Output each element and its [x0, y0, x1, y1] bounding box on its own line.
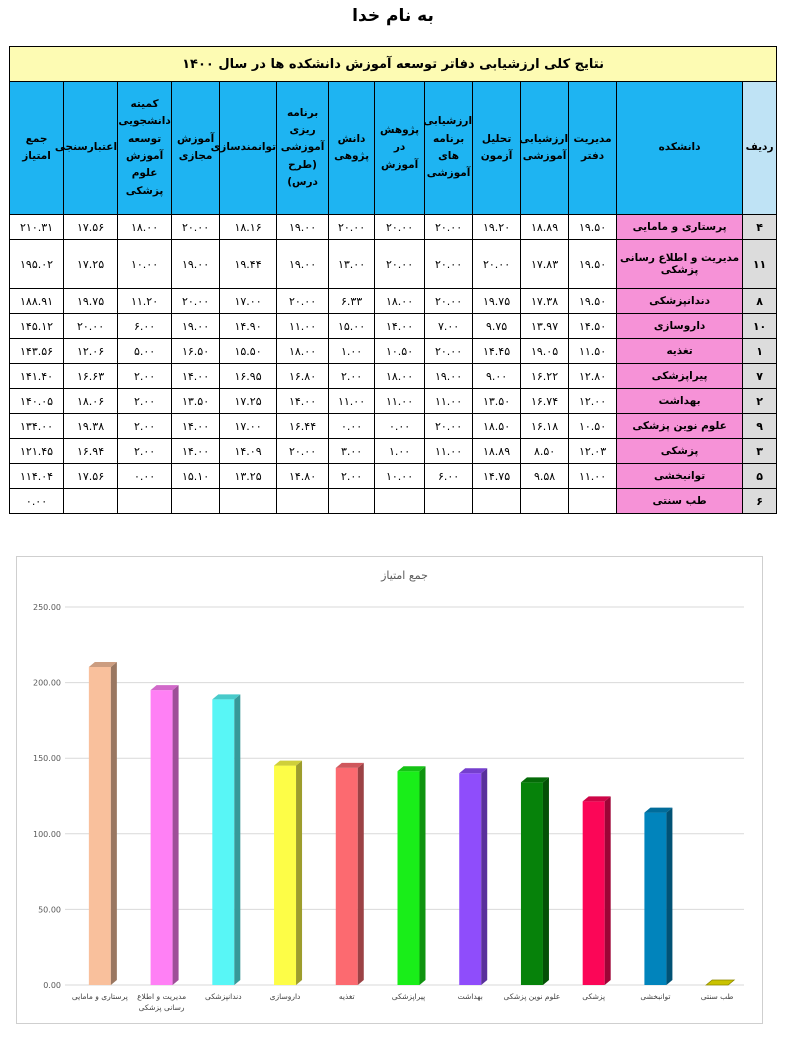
score-cell: ۱.۰۰ — [375, 439, 425, 464]
score-cell: ۲۰.۰۰ — [473, 240, 521, 289]
faculty-name-cell: داروسازی — [617, 314, 743, 339]
score-cell: ۲.۰۰ — [118, 389, 172, 414]
y-tick-label: 150.00 — [33, 754, 61, 764]
score-cell: ۱۸.۵۰ — [473, 414, 521, 439]
table-row — [10, 489, 777, 514]
score-cell: ۱۲.۰۰ — [569, 389, 617, 414]
faculty-name-cell: پیراپزشکی — [617, 364, 743, 389]
x-category-label: رسانی پزشکی — [138, 1003, 185, 1012]
score-cell: ۱۴۱.۴۰ — [10, 364, 64, 389]
score-cell — [277, 489, 329, 514]
score-cell: ۱۷.۳۸ — [521, 289, 569, 314]
score-cell: ۱۷.۵۶ — [64, 464, 118, 489]
score-cell: ۱۳.۹۷ — [521, 314, 569, 339]
y-tick-label: 100.00 — [33, 829, 61, 839]
score-cell: ۱۶.۸۰ — [277, 364, 329, 389]
score-cell: ۱۷.۲۵ — [220, 389, 277, 414]
row-number-cell: ۸ — [743, 289, 777, 314]
score-cell: ۲۰.۰۰ — [172, 215, 220, 240]
score-cell: ۲.۰۰ — [118, 439, 172, 464]
score-cell: ۵.۰۰ — [118, 339, 172, 364]
score-cell: ۱۷.۰۰ — [220, 289, 277, 314]
bar-side — [605, 796, 611, 985]
score-cell — [521, 489, 569, 514]
score-cell: ۱۱.۰۰ — [569, 464, 617, 489]
score-cell: ۱۶.۵۰ — [172, 339, 220, 364]
bar-side — [173, 685, 179, 985]
score-cell: ۱۴.۹۰ — [220, 314, 277, 339]
bar — [521, 782, 543, 985]
column-header: توانمندسازی — [220, 82, 277, 215]
table-header-row — [10, 82, 777, 215]
score-cell: ۱۵.۰۰ — [329, 314, 375, 339]
score-cell: ۲۰.۰۰ — [329, 215, 375, 240]
table-row — [10, 339, 777, 364]
column-header: ردیف — [743, 82, 777, 215]
score-cell: ۶.۰۰ — [118, 314, 172, 339]
score-cell: ۱۳.۰۰ — [329, 240, 375, 289]
score-cell: ۱۲۱.۴۵ — [10, 439, 64, 464]
score-cell — [172, 489, 220, 514]
faculty-name-cell: پرستاری و مامایی — [617, 215, 743, 240]
bar — [459, 773, 481, 985]
bar-side — [234, 694, 240, 985]
score-cell: ۱۹.۳۸ — [64, 414, 118, 439]
column-header: ارزشیابی برنامه های آموزشی — [425, 82, 473, 215]
x-category-label: پزشکی — [582, 992, 606, 1001]
score-cell: ۱۷.۸۳ — [521, 240, 569, 289]
score-cell: ۱۱.۵۰ — [569, 339, 617, 364]
score-cell: ۹.۵۸ — [521, 464, 569, 489]
score-cell: ۱۴۳.۵۶ — [10, 339, 64, 364]
table-row — [10, 414, 777, 439]
score-cell: ۶.۳۳ — [329, 289, 375, 314]
score-cell: ۷.۰۰ — [425, 314, 473, 339]
results-table-container — [9, 46, 776, 514]
score-cell: ۱۴.۸۰ — [277, 464, 329, 489]
bar — [212, 699, 234, 985]
score-cell: ۱۹.۰۵ — [521, 339, 569, 364]
column-header: دانشکده — [617, 82, 743, 215]
score-cell: ۱۴.۰۰ — [277, 389, 329, 414]
table-row — [10, 289, 777, 314]
score-cell: ۱۰.۰۰ — [375, 464, 425, 489]
score-cell: ۱۲.۰۳ — [569, 439, 617, 464]
score-cell: ۲۰.۰۰ — [375, 240, 425, 289]
score-cell: ۱۱.۰۰ — [277, 314, 329, 339]
score-cell: ۱۸.۱۶ — [220, 215, 277, 240]
faculty-name-cell: توانبخشی — [617, 464, 743, 489]
column-header: پژوهش در آموزش — [375, 82, 425, 215]
score-cell: ۸.۵۰ — [521, 439, 569, 464]
score-cell: ۱۹.۲۰ — [473, 215, 521, 240]
table-row — [10, 464, 777, 489]
row-number-cell: ۷ — [743, 364, 777, 389]
score-cell: ۱۹.۵۰ — [569, 240, 617, 289]
score-cell: ۱۹۵.۰۲ — [10, 240, 64, 289]
faculty-name-cell: مدیریت و اطلاع رسانی پزشکی — [617, 240, 743, 289]
score-cell: ۲۰.۰۰ — [172, 289, 220, 314]
score-cell: ۱۹.۰۰ — [277, 215, 329, 240]
x-category-label: مدیریت و اطلاع — [137, 992, 187, 1001]
y-tick-label: 50.00 — [38, 905, 61, 915]
score-cell: ۱۶.۲۲ — [521, 364, 569, 389]
score-cell: ۱۸.۰۰ — [118, 215, 172, 240]
x-category-label: تغذیه — [338, 992, 355, 1001]
score-cell: ۱۶.۷۴ — [521, 389, 569, 414]
row-number-cell: ۶ — [743, 489, 777, 514]
score-cell: ۲۱۰.۳۱ — [10, 215, 64, 240]
row-number-cell: ۴ — [743, 215, 777, 240]
score-cell: ۱۹.۵۰ — [569, 289, 617, 314]
score-cell: ۱۰.۵۰ — [375, 339, 425, 364]
bar-side — [666, 808, 672, 985]
score-cell: ۱۴۵.۱۲ — [10, 314, 64, 339]
score-cell: ۱۴.۷۵ — [473, 464, 521, 489]
score-cell: ۱۶.۹۵ — [220, 364, 277, 389]
bar — [644, 813, 666, 985]
score-cell: ۱۹.۰۰ — [172, 314, 220, 339]
score-cell: ۰.۰۰ — [10, 489, 64, 514]
score-cell: ۱۵.۱۰ — [172, 464, 220, 489]
score-cell: ۲۰.۰۰ — [425, 339, 473, 364]
score-cell: ۲۰.۰۰ — [425, 289, 473, 314]
score-cell: ۱۹.۰۰ — [425, 364, 473, 389]
row-number-cell: ۱ — [743, 339, 777, 364]
score-cell: ۲.۰۰ — [118, 364, 172, 389]
score-cell: ۰.۰۰ — [375, 414, 425, 439]
table-row — [10, 240, 777, 289]
column-header: اعتبارسنجی — [64, 82, 118, 215]
score-cell: ۱۳۴.۰۰ — [10, 414, 64, 439]
score-cell: ۱۱.۰۰ — [425, 439, 473, 464]
score-cell: ۱۶.۴۴ — [277, 414, 329, 439]
bar — [336, 768, 358, 985]
score-cell — [329, 489, 375, 514]
score-cell: ۲.۰۰ — [329, 464, 375, 489]
table-body — [10, 215, 777, 514]
score-cell: ۱۳.۵۰ — [473, 389, 521, 414]
score-cell: ۲.۰۰ — [118, 414, 172, 439]
bar — [583, 801, 605, 985]
x-category-label: پیراپزشکی — [391, 992, 426, 1001]
column-header: تحلیل آزمون — [473, 82, 521, 215]
score-cell: ۱۹.۵۰ — [569, 215, 617, 240]
column-header: مدیریت دفتر — [569, 82, 617, 215]
faculty-name-cell: دندانپزشکی — [617, 289, 743, 314]
score-cell — [64, 489, 118, 514]
score-cell: ۱۹.۷۵ — [473, 289, 521, 314]
score-cell: ۱۱.۰۰ — [425, 389, 473, 414]
row-number-cell: ۱۰ — [743, 314, 777, 339]
score-cell: ۲۰.۰۰ — [277, 439, 329, 464]
score-cell: ۱۱۴.۰۴ — [10, 464, 64, 489]
score-cell: ۱۶.۶۳ — [64, 364, 118, 389]
score-cell: ۱۴۰.۰۵ — [10, 389, 64, 414]
faculty-name-cell: بهداشت — [617, 389, 743, 414]
score-cell: ۱۵.۵۰ — [220, 339, 277, 364]
row-number-cell: ۵ — [743, 464, 777, 489]
score-cell: ۱۷.۵۶ — [64, 215, 118, 240]
score-cell: ۹.۰۰ — [473, 364, 521, 389]
score-cell: ۲۰.۰۰ — [425, 414, 473, 439]
score-cell: ۲۰.۰۰ — [425, 240, 473, 289]
score-cell: ۱۹.۷۵ — [64, 289, 118, 314]
faculty-name-cell: تغذیه — [617, 339, 743, 364]
table-row — [10, 215, 777, 240]
row-number-cell: ۳ — [743, 439, 777, 464]
score-cell: ۱۸۸.۹۱ — [10, 289, 64, 314]
y-tick-label: 0.00 — [43, 981, 61, 990]
row-number-cell: ۱۱ — [743, 240, 777, 289]
bar-side — [543, 777, 549, 985]
score-cell: ۹.۷۵ — [473, 314, 521, 339]
column-header: ارزشیابی آموزشی — [521, 82, 569, 215]
score-cell: ۱۴.۴۵ — [473, 339, 521, 364]
score-cell: ۱۸.۰۰ — [277, 339, 329, 364]
column-header: جمع امتیاز — [10, 82, 64, 215]
x-category-label: پرستاری و مامایی — [71, 992, 128, 1001]
score-cell: ۲۰.۰۰ — [425, 215, 473, 240]
bar-side — [420, 766, 426, 985]
score-cell — [425, 489, 473, 514]
faculty-name-cell: طب سنتی — [617, 489, 743, 514]
score-cell: ۱.۰۰ — [329, 339, 375, 364]
score-cell — [473, 489, 521, 514]
score-cell: ۱۹.۰۰ — [277, 240, 329, 289]
score-cell: ۱۷.۲۵ — [64, 240, 118, 289]
score-cell: ۱۶.۹۴ — [64, 439, 118, 464]
y-tick-label: 200.00 — [33, 678, 61, 688]
score-cell: ۱۲.۰۶ — [64, 339, 118, 364]
score-cell: ۱۸.۸۹ — [473, 439, 521, 464]
score-cell: ۰.۰۰ — [118, 464, 172, 489]
x-category-label: علوم نوین پزشکی — [503, 992, 561, 1001]
table-row — [10, 364, 777, 389]
score-cell: ۱۴.۰۰ — [375, 314, 425, 339]
x-category-label: توانبخشی — [640, 992, 671, 1001]
x-category-label: طب سنتی — [700, 992, 734, 1001]
score-cell: ۱۹.۴۴ — [220, 240, 277, 289]
score-cell: ۱۱.۰۰ — [375, 389, 425, 414]
score-cell: ۱۰.۵۰ — [569, 414, 617, 439]
score-cell — [569, 489, 617, 514]
faculty-name-cell: علوم نوین پزشکی — [617, 414, 743, 439]
score-cell: ۱۳.۵۰ — [172, 389, 220, 414]
bar — [706, 980, 734, 985]
x-category-label: دندانپزشکی — [205, 992, 242, 1001]
score-cell: ۱۳.۲۵ — [220, 464, 277, 489]
table-row — [10, 389, 777, 414]
bar — [274, 766, 296, 985]
score-cell: ۱۰.۰۰ — [118, 240, 172, 289]
bar-side — [296, 761, 302, 985]
table-row — [10, 314, 777, 339]
chart-title: جمع امتیاز — [381, 569, 428, 582]
score-cell: ۶.۰۰ — [425, 464, 473, 489]
bar — [151, 690, 173, 985]
score-cell — [375, 489, 425, 514]
total-score-chart — [16, 556, 763, 1024]
score-cell: ۱۸.۸۹ — [521, 215, 569, 240]
column-header: آموزش مجازی — [172, 82, 220, 215]
bar-side — [111, 662, 117, 985]
row-number-cell: ۲ — [743, 389, 777, 414]
faculty-name-cell: پزشکی — [617, 439, 743, 464]
score-cell — [220, 489, 277, 514]
bar-side — [481, 768, 487, 985]
table-row — [10, 439, 777, 464]
score-cell: ۱۴.۵۰ — [569, 314, 617, 339]
score-cell: ۱۸.۰۶ — [64, 389, 118, 414]
bar — [89, 667, 111, 985]
bar-side — [358, 763, 364, 985]
score-cell: ۲۰.۰۰ — [277, 289, 329, 314]
score-cell: ۱۸.۰۰ — [375, 364, 425, 389]
score-cell: ۱۹.۰۰ — [172, 240, 220, 289]
bar — [398, 771, 420, 985]
score-cell: ۱۷.۰۰ — [220, 414, 277, 439]
score-cell — [118, 489, 172, 514]
score-cell: ۱۲.۸۰ — [569, 364, 617, 389]
score-cell: ۲۰.۰۰ — [375, 215, 425, 240]
score-cell: ۱۶.۱۸ — [521, 414, 569, 439]
column-header: دانش پژوهی — [329, 82, 375, 215]
chart-canvas — [17, 557, 762, 1023]
score-cell: ۰.۰۰ — [329, 414, 375, 439]
table-caption: نتایج کلی ارزشیابی دفاتر توسعه آموزش دانشکده ها در سال ۱۴۰۰ — [10, 47, 777, 82]
y-tick-label: 250.00 — [33, 603, 61, 612]
score-cell: ۱۴.۰۰ — [172, 414, 220, 439]
column-header: کمیته دانشجویی توسعه آموزش علوم پزشکی — [118, 82, 172, 215]
x-category-label: بهداشت — [457, 992, 483, 1001]
x-category-label: داروسازی — [269, 992, 301, 1001]
score-cell: ۱۴.۰۹ — [220, 439, 277, 464]
score-cell: ۱۱.۰۰ — [329, 389, 375, 414]
score-cell: ۱۴.۰۰ — [172, 439, 220, 464]
score-cell: ۱۸.۰۰ — [375, 289, 425, 314]
score-cell: ۲۰.۰۰ — [64, 314, 118, 339]
score-cell: ۱۴.۰۰ — [172, 364, 220, 389]
results-table — [9, 46, 777, 514]
score-cell: ۲.۰۰ — [329, 364, 375, 389]
column-header: برنامه ریزی آموزشی (طرح درس) — [277, 82, 329, 215]
document-title: به نام خدا — [352, 6, 434, 26]
score-cell: ۱۱.۲۰ — [118, 289, 172, 314]
row-number-cell: ۹ — [743, 414, 777, 439]
score-cell: ۳.۰۰ — [329, 439, 375, 464]
